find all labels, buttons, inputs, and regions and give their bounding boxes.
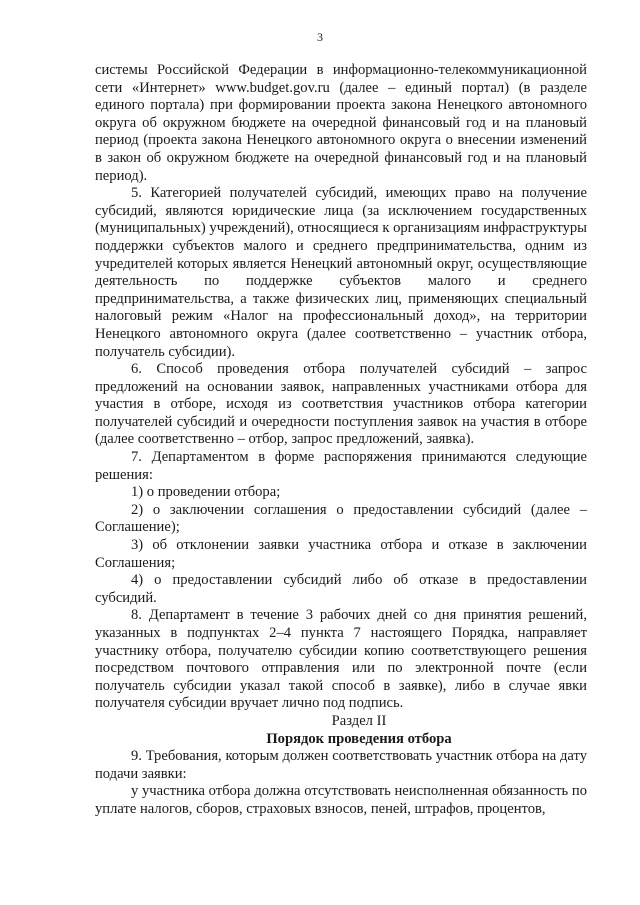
- paragraph-7-item-4: 4) о предоставлении субсидий либо об отказе в предоставлении субсидий.: [95, 572, 587, 606]
- paragraph-7: 7. Департаментом в форме распоряжения принимаются следующие решения:: [95, 449, 587, 483]
- paragraph-continuation: системы Российской Федерации в информационно-телекоммуникационной сети «Интернет» www.budget.gov.ru (далее – единый портал) (в разделе единого портала) при формировании проекта закона Ненецкого автономного округа об окружном бюджете на очередной финансовый год и на плановый период (проекта закона Ненецкого автономного округа о внесении изменений в закон об окружном бюджете на очередной финансовый год и на плановый период).: [95, 62, 587, 184]
- paragraph-9: 9. Требования, которым должен соответствовать участник отбора на дату подачи заявки:: [95, 748, 587, 782]
- section-label: Раздел II: [331, 712, 387, 729]
- paragraph-5: 5. Категорией получателей субсидий, имеющих право на получение субсидий, являются юридические лица (за исключением государственных (муниципальных) учреждений), относящиеся к организациям инфраструктуры поддержки субъектов малого и среднего предпринимательства, одним из учредителей которых является Ненецкий автономный округ, осуществляющие деятельность по поддержке субъектов малого и среднего предпринимательства, а также физических лиц, применяющих специальный налоговый режим «Налог на профессиональный доход», на территории Ненецкого автономного округа (далее соответственно – участник отбора, получатель субсидии).: [95, 185, 587, 360]
- paragraph-7-item-1: 1) о проведении отбора;: [131, 484, 281, 501]
- paragraph-8: 8. Департамент в течение 3 рабочих дней со дня принятия решений, указанных в подпунктах 2–4 пункта 7 настоящего Порядка, направляет участнику отбора, получателю субсидии копию соответствующего решения посредством почтового отправления или по электронной почте (если получатель субсидии указал такой способ в заявке), либо в случае явки получателя субсидии вручает лично под подпись.: [95, 607, 587, 712]
- page-number: 3: [317, 30, 323, 44]
- section-title: Порядок проведения отбора: [266, 730, 452, 747]
- paragraph-9-item-1: у участника отбора должна отсутствовать неисполненная обязанность по уплате налогов, сборов, страховых взносов, пеней, штрафов, процентов,: [95, 783, 587, 817]
- paragraph-6: 6. Способ проведения отбора получателей субсидий – запрос предложений на основании заявок, направленных участниками отбора для участия в отборе, исходя из соответствия участников отбора категории получателей субсидий и очередности поступления заявок на участия в отборе (далее соответственно – отбор, запрос предложений, заявка).: [95, 361, 587, 448]
- paragraph-7-item-2: 2) о заключении соглашения о предоставлении субсидий (далее – Соглашение);: [95, 501, 587, 536]
- document-body: [95, 62, 587, 819]
- paragraph-7-item-3: 3) об отклонении заявки участника отбора и отказе в заключении Соглашения;: [95, 537, 587, 571]
